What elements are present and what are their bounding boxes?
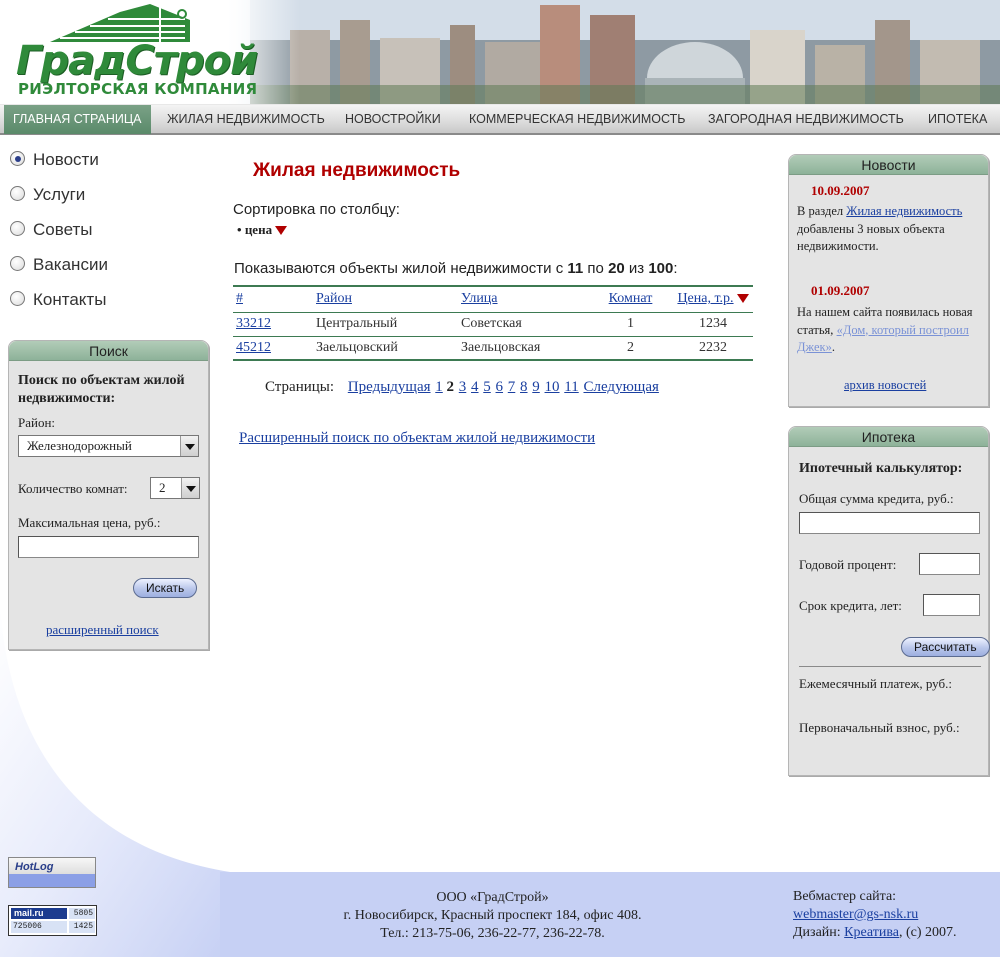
footer-credits (793, 888, 957, 942)
design-studio-link[interactable]: Креатива (844, 925, 899, 940)
extended-search-link[interactable]: Расширенный поиск по объектам жилой недвижимости (239, 430, 596, 446)
loan-sum-input[interactable] (799, 512, 980, 534)
menu-item-contacts[interactable] (10, 290, 108, 325)
pagination-page-4[interactable]: 4 (471, 379, 479, 395)
summary-text: по (583, 260, 609, 277)
cell-district: Центральный (313, 312, 458, 336)
mailru-counter[interactable] (8, 905, 97, 936)
col-header-price[interactable]: Цена, т.р. (677, 291, 734, 307)
news-text-part: На нашем сайта появилась новая статья, (797, 305, 973, 337)
sort-value[interactable] (237, 222, 287, 238)
monthly-payment-label: Ежемесячный платеж, руб.: (799, 676, 952, 691)
hotlog-label: HotLog (15, 861, 54, 873)
radio-icon (10, 256, 25, 271)
cell-price: 2232 (699, 339, 727, 355)
webmaster-label: Вебмастер сайта: (793, 889, 897, 904)
sort-bullet: • (237, 222, 242, 237)
nav-commercial[interactable]: КОММЕРЧЕСКАЯ НЕДВИЖИМОСТЬ (469, 112, 686, 126)
menu-item-tips[interactable] (10, 220, 108, 255)
pagination-page-10[interactable]: 10 (544, 379, 560, 395)
cell-street: Заельцовская (461, 339, 541, 355)
radio-checked-icon (10, 151, 25, 166)
search-panel-title: Поиск (9, 341, 208, 361)
radio-icon (10, 221, 25, 236)
summary-from: 11 (567, 260, 584, 277)
col-header-district[interactable]: Район (316, 291, 352, 307)
table-row (233, 312, 753, 336)
search-panel (8, 340, 209, 650)
rate-label: Годовой процент: (799, 557, 897, 572)
col-header-street[interactable]: Улица (461, 291, 498, 307)
sort-desc-icon (737, 294, 749, 303)
logo-title: ГрадСтрой (16, 38, 258, 84)
cell-rooms: 2 (627, 339, 634, 355)
object-id-link[interactable]: 45212 (236, 339, 271, 355)
news-text (797, 203, 987, 256)
cell-rooms: 1 (588, 312, 673, 336)
nav-new-buildings[interactable]: НОВОСТРОЙКИ (345, 112, 441, 126)
news-panel-title: Новости (789, 155, 988, 175)
city-panorama-image (250, 0, 1000, 104)
max-price-label: Максимальная цена, руб.: (18, 515, 161, 530)
pagination-page-3[interactable]: 3 (458, 379, 467, 395)
menu-item-vacancies[interactable] (10, 255, 108, 290)
menu-item-label: Услуги (33, 185, 86, 204)
summary-to: 20 (608, 260, 625, 277)
rooms-label: Количество комнат: (18, 481, 128, 496)
nav-mortgage[interactable]: ИПОТЕКА (928, 112, 988, 126)
nav-home[interactable]: ГЛАВНАЯ СТРАНИЦА (4, 105, 151, 134)
summary-text: Показываются объекты жилой недвижимости с (234, 260, 568, 277)
site-footer (220, 872, 1000, 957)
cell-price: 1234 (673, 312, 753, 336)
news-panel (788, 154, 989, 407)
pagination-page-5[interactable]: 5 (483, 379, 491, 395)
mailru-count: 725006 (11, 921, 67, 933)
pagination-prev[interactable]: Предыдущая (347, 379, 431, 395)
design-suffix: , (с) 2007. (899, 925, 957, 940)
initial-payment-label: Первоначальный взнос, руб.: (799, 720, 960, 735)
results-summary (234, 260, 678, 277)
news-text-part: добавлены 3 новых объекта недвижимости. (797, 221, 945, 253)
divider (799, 666, 981, 667)
menu-item-label: Новости (33, 150, 99, 169)
search-button[interactable]: Искать (133, 578, 197, 598)
main-nav (0, 104, 1000, 135)
cell-district: Заельцовский (316, 339, 398, 355)
footer-contacts (220, 889, 765, 943)
footer-phones: Тел.: 213-75-06, 236-22-77, 236-22-78. (380, 926, 605, 941)
design-prefix: Дизайн: (793, 925, 845, 940)
footer-company: ООО «ГрадСтрой» (436, 890, 549, 905)
menu-item-news[interactable] (10, 150, 108, 185)
loan-sum-label: Общая сумма кредита, руб.: (799, 491, 954, 506)
pagination-page-9[interactable]: 9 (532, 379, 540, 395)
district-select-value: Железнодорожный (27, 438, 132, 453)
advanced-search-link[interactable]: расширенный поиск (46, 622, 159, 637)
col-header-rooms[interactable]: Комнат (608, 291, 653, 307)
pagination-page-11[interactable]: 11 (564, 379, 579, 395)
table-header-row (233, 286, 753, 312)
max-price-input[interactable] (18, 536, 199, 558)
logo[interactable] (0, 0, 300, 104)
pagination (265, 379, 659, 396)
rate-input[interactable] (919, 553, 980, 575)
rooms-select[interactable] (150, 477, 200, 499)
news-text-part: . (831, 340, 835, 354)
menu-item-label: Советы (33, 220, 93, 239)
pagination-page-1[interactable]: 1 (435, 379, 443, 395)
chevron-down-icon[interactable] (180, 436, 198, 456)
news-text-part: В раздел (797, 204, 847, 218)
mailru-logo: mail.ru (11, 908, 67, 919)
pagination-label: Страницы: (265, 379, 335, 395)
nav-residential[interactable]: ЖИЛАЯ НЕДВИЖИМОСТЬ (167, 112, 325, 126)
sort-label: Сортировка по столбцу: (233, 201, 400, 218)
cell-street: Советская (458, 312, 588, 336)
chevron-down-icon[interactable] (181, 478, 199, 498)
pagination-page-7[interactable]: 7 (507, 379, 516, 395)
news-text (797, 304, 987, 357)
summary-total: 100 (648, 260, 674, 277)
logo-subtitle: РИЭЛТОРСКАЯ КОМПАНИЯ (18, 80, 258, 98)
nav-country[interactable]: ЗАГОРОДНАЯ НЕДВИЖИМОСТЬ (708, 112, 904, 126)
sort-column: цена (244, 222, 273, 237)
results-table (233, 285, 753, 361)
summary-text: из (624, 260, 649, 277)
pagination-page-8[interactable]: 8 (520, 379, 528, 395)
news-date: 01.09.2007 (811, 283, 870, 298)
mortgage-heading: Ипотечный калькулятор: (799, 461, 963, 476)
calculate-button[interactable]: Рассчитать (901, 637, 990, 657)
mortgage-panel-title: Ипотека (789, 427, 988, 447)
mailru-count: 1425 (69, 921, 95, 933)
col-header-id[interactable]: # (236, 291, 243, 307)
pagination-next[interactable]: Следующая (583, 379, 659, 395)
pagination-current-page: 2 (446, 379, 455, 395)
district-select[interactable] (18, 435, 199, 457)
summary-text: : (673, 260, 678, 277)
term-label: Срок кредита, лет: (799, 598, 902, 613)
menu-item-label: Вакансии (33, 255, 108, 274)
menu-item-services[interactable] (10, 185, 108, 220)
news-link[interactable]: «Дом, который построил Джек» (797, 322, 969, 354)
radio-icon (10, 291, 25, 306)
site-header (0, 0, 1000, 104)
radio-icon (10, 186, 25, 201)
term-input[interactable] (923, 594, 980, 616)
news-date: 10.09.2007 (811, 183, 870, 198)
mailru-count: 5805 (69, 908, 95, 919)
webmaster-email-link[interactable]: webmaster@gs-nsk.ru (793, 907, 919, 922)
district-label: Район: (18, 415, 56, 430)
menu-item-label: Контакты (33, 290, 107, 309)
page-title: Жилая недвижимость (253, 160, 461, 181)
news-link[interactable]: Жилая недвижимость (846, 204, 963, 218)
mortgage-panel (788, 426, 989, 776)
hotlog-counter[interactable] (8, 857, 96, 888)
footer-address: г. Новосибирск, Красный проспект 184, офис 408. (343, 908, 642, 923)
object-id-link[interactable]: 33212 (236, 316, 271, 331)
search-heading: Поиск по объектам жилой недвижимости: (18, 373, 185, 406)
sort-desc-icon (275, 226, 287, 235)
table-row (233, 336, 753, 360)
pagination-page-6[interactable]: 6 (495, 379, 504, 395)
rooms-select-value: 2 (159, 480, 166, 495)
news-archive-link[interactable]: архив новостей (844, 378, 927, 392)
left-menu (10, 150, 108, 325)
